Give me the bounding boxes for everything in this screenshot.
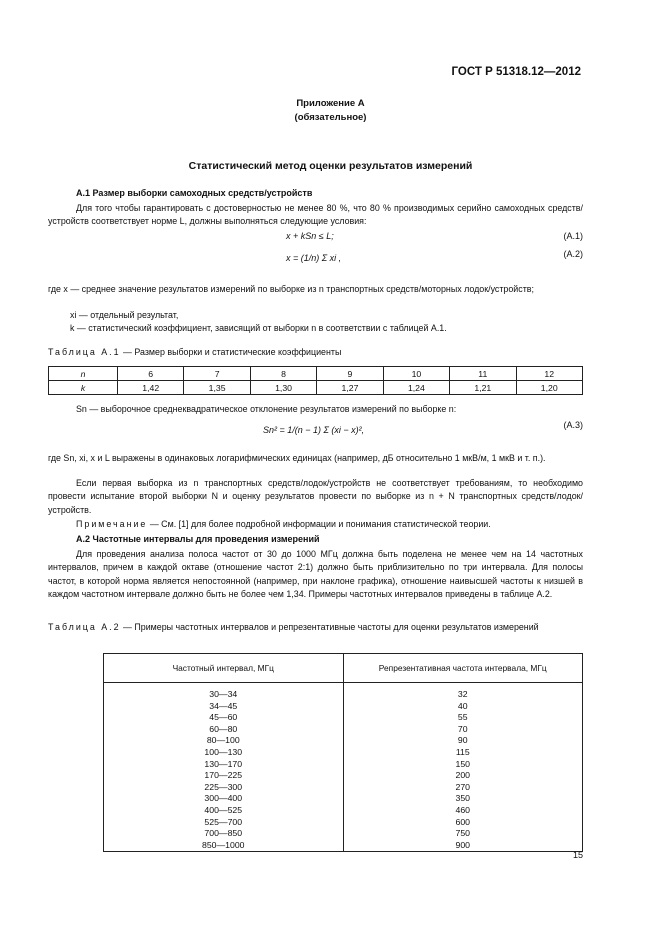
- interval-cell: 525—700: [104, 817, 344, 829]
- table-cell: 1,27: [317, 381, 383, 395]
- table-row: [104, 828, 583, 840]
- annex-title: Приложение А: [296, 98, 365, 109]
- table-row: [104, 747, 583, 759]
- where-xi: xi — отдельный результат,: [70, 310, 179, 320]
- page-number: 15: [572, 850, 583, 860]
- table-a2-caption-text: — Примеры частотных интервалов и репрезентативные частоты для оценки результатов измерений: [120, 622, 539, 632]
- interval-cell: 34—45: [104, 701, 344, 713]
- table-cell: 11: [450, 367, 516, 381]
- interval-cell: 130—170: [104, 759, 344, 771]
- where-x: где x — среднее значение результатов измерений по выборке из n транспортных средств/моторных лодок/устройств;: [48, 284, 534, 294]
- table-a2: [103, 653, 583, 852]
- table-a2-caption: [48, 621, 583, 634]
- equation-a2: x = (1/n) Σ xi ,: [286, 253, 342, 263]
- standard-number: ГОСТ Р 51318.12—2012: [451, 66, 581, 78]
- table-cell: n: [49, 367, 118, 381]
- column-header-interval: Частотный интервал, МГц: [104, 654, 344, 683]
- column-header-frequency: Репрезентативная частота интервала, МГц: [343, 654, 583, 683]
- table-a1-row-n: [49, 367, 583, 381]
- equation-a2-number: (А.2): [563, 249, 583, 259]
- frequency-cell: 90: [343, 735, 583, 747]
- frequency-cell: 270: [343, 782, 583, 794]
- table-a2-body: [104, 683, 583, 852]
- table-cell: 1,30: [250, 381, 316, 395]
- interval-cell: 60—80: [104, 724, 344, 736]
- interval-cell: 400—525: [104, 805, 344, 817]
- frequency-cell: 900: [343, 840, 583, 852]
- table-cell: 6: [118, 367, 184, 381]
- table-a1-label: Таблица А.1: [48, 347, 121, 357]
- section-title: Статистический метод оценки результатов измерений: [188, 160, 473, 172]
- interval-cell: 80—100: [104, 735, 344, 747]
- table-row: [104, 724, 583, 736]
- table-cell: 8: [250, 367, 316, 381]
- frequency-cell: 200: [343, 770, 583, 782]
- annex-status: (обязательное): [294, 112, 367, 123]
- table-cell: 10: [383, 367, 449, 381]
- units-paragraph: где Sn, xi, x и L выражены в одинаковых логарифмических единицах (например, дБ относительно 1 мкВ/м, 1 мкВ и т. п.).: [48, 453, 546, 463]
- table-a1: [48, 366, 583, 395]
- table-row: [104, 793, 583, 805]
- table-row: [104, 770, 583, 782]
- table-row: [104, 735, 583, 747]
- second-sample-paragraph: Если первая выборка из n транспортных средств/лодок/устройств не соответствует требованиям, то необходимо провести испытание второй выборки N и оценку результатов провести по выборке из n + N транспортных средств/лодок/устройств.: [48, 478, 583, 515]
- frequency-cell: 115: [343, 747, 583, 759]
- note-label: Примечание: [76, 519, 148, 529]
- table-cell: k: [49, 381, 118, 395]
- equation-a3: Sn² = 1/(n − 1) Σ (xi − x)²,: [263, 425, 365, 435]
- table-a1-caption: [48, 347, 341, 357]
- table-row: [104, 805, 583, 817]
- equation-a1-number: (А.1): [563, 231, 583, 241]
- table-a1-row-k: [49, 381, 583, 395]
- table-row: [104, 701, 583, 713]
- interval-cell: 170—225: [104, 770, 344, 782]
- table-row: [104, 759, 583, 771]
- frequency-cell: 350: [343, 793, 583, 805]
- table-row: [104, 840, 583, 852]
- table-cell: 1,35: [184, 381, 250, 395]
- table-row: [104, 683, 583, 701]
- table-row: [104, 712, 583, 724]
- note: [76, 519, 491, 529]
- interval-cell: 300—400: [104, 793, 344, 805]
- interval-cell: 225—300: [104, 782, 344, 794]
- table-cell: 1,24: [383, 381, 449, 395]
- table-cell: 9: [317, 367, 383, 381]
- table-a2-label: Таблица А.2: [48, 622, 121, 632]
- a1-paragraph: Для того чтобы гарантировать с достоверностью не менее 80 %, что 80 % производимых серийно самоходных средств/устройств соответствует норме L, должны выполняться следующие условия:: [48, 203, 583, 227]
- table-a1-caption-text: — Размер выборки и статистические коэффициенты: [120, 347, 342, 357]
- frequency-cell: 55: [343, 712, 583, 724]
- frequency-cell: 40: [343, 701, 583, 713]
- table-a2-header: [104, 654, 583, 683]
- table-cell: 12: [516, 367, 582, 381]
- frequency-cell: 600: [343, 817, 583, 829]
- interval-cell: 30—34: [104, 683, 344, 701]
- frequency-cell: 150: [343, 759, 583, 771]
- equation-a1: x + kSn ≤ L;: [286, 231, 334, 241]
- table-row: [104, 782, 583, 794]
- table-row: [104, 817, 583, 829]
- table-cell: 7: [184, 367, 250, 381]
- interval-cell: 100—130: [104, 747, 344, 759]
- note-text: — См. [1] для более подробной информации и понимания статистической теории.: [147, 519, 491, 529]
- interval-cell: 45—60: [104, 712, 344, 724]
- table-cell: 1,42: [118, 381, 184, 395]
- heading-a1: А.1 Размер выборки самоходных средств/устройств: [76, 188, 313, 198]
- interval-cell: 850—1000: [104, 840, 344, 852]
- heading-a2: А.2 Частотные интервалы для проведения измерений: [76, 534, 320, 544]
- table-cell: 1,21: [450, 381, 516, 395]
- frequency-cell: 32: [343, 683, 583, 701]
- a2-paragraph: Для проведения анализа полоса частот от 30 до 1000 МГц должна быть поделена не менее чем на 14 частотных интервалов, причем в каждой октаве (отношение частот 2:1) должно быть приблизительно по три интервала. Для полосы частот, в которой норма является непостоянной (например, при наклоне графика), отношение наивысшей частоты к низшей в каждом частотном интервале должно быть не более чем 1,34. Примеры частотных интервалов приведены в таблице А.2.: [48, 549, 583, 599]
- frequency-cell: 750: [343, 828, 583, 840]
- equation-a3-number: (А.3): [563, 420, 583, 430]
- interval-cell: 700—850: [104, 828, 344, 840]
- sn-definition: Sn — выборочное среднеквадратическое отклонение результатов измерений по выборке n:: [76, 404, 457, 414]
- frequency-cell: 460: [343, 805, 583, 817]
- where-k: k — статистический коэффициент, зависящий от выборки n в соответствии с таблицей А.1.: [70, 323, 447, 333]
- frequency-cell: 70: [343, 724, 583, 736]
- table-cell: 1,20: [516, 381, 582, 395]
